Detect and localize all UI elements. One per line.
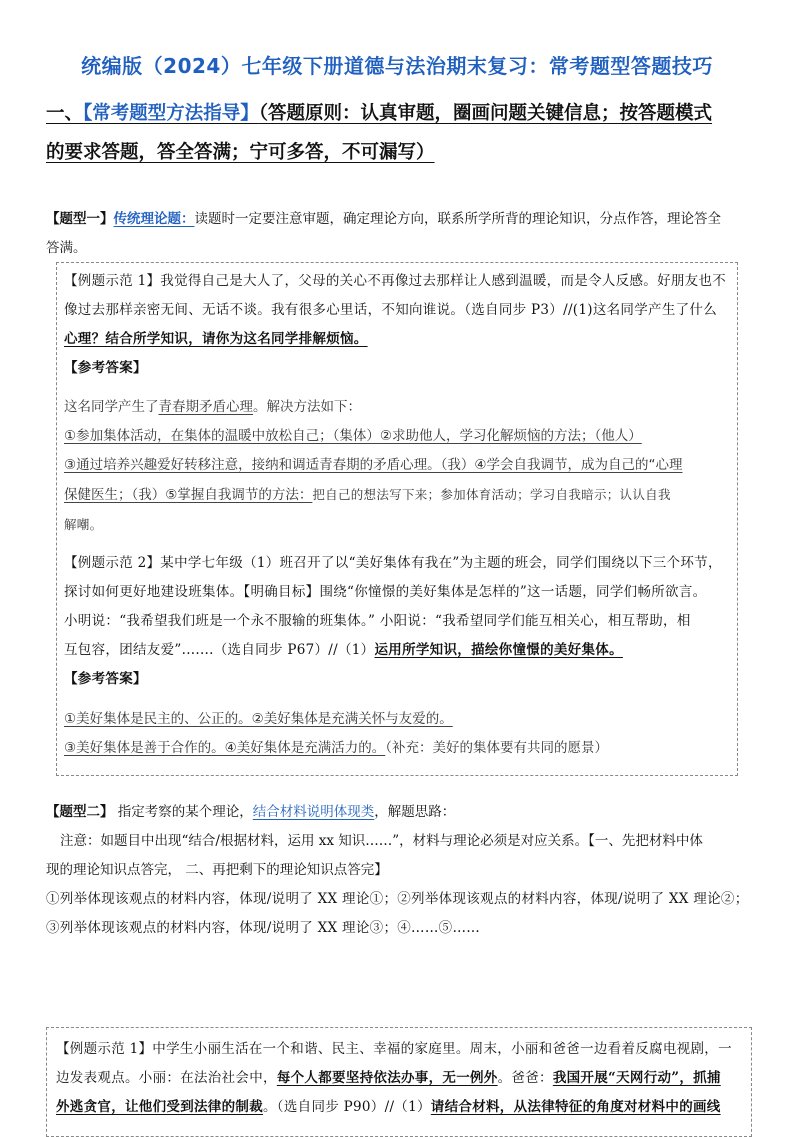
example2-line2: 探讨如何更好地建设班集体。【明确目标】围绕“你憧憬的美好集体是怎样的”这一话题，同学们畅所欲言。 [64, 584, 707, 600]
section-heading [46, 94, 758, 172]
example3-question [56, 1035, 746, 1122]
type2-note-line1: 注意：如题目中出现“结合/根据材料，运用 xx 知识……”，材料与理论必须是对应关系。【一、先把材料中体 [60, 833, 703, 849]
type1-name: 传统理论题： [113, 211, 195, 227]
type2-formula-line1: ①列举体现该观点的材料内容，体现/说明了 XX 理论①；②列举体现该观点的材料内容，体现/说明了 XX 理论②； [46, 891, 749, 907]
type2-note-line2: 现的理论知识点答完， 二、再把剩下的理论知识点答完】 [46, 862, 388, 878]
example2-question [64, 549, 736, 694]
example3-line2-underlined: 每个人都要坚持依法办事，无一例外 [276, 1070, 498, 1086]
section-bracket-title: 【常考题型方法指导】 [83, 103, 259, 124]
example3-line1: 【例题示范 1】中学生小丽生活在一个和谐、民主、幸福的家庭里。周末，小丽和爸爸一边看着反腐电视剧，一 [56, 1041, 732, 1057]
answer-line3-rest: 把自己的想法写下来；参加体育活动；学习自我暗示；认认自我 [312, 487, 671, 502]
example2-line1: 【例题示范 2】某中学七年级（1）班召开了以“美好集体有我在”为主题的班会，同学们围绕以下三个环节， [64, 555, 722, 571]
example1-line3: 心理？结合所学知识，请你为这名同学排解烦恼。 [64, 331, 368, 347]
type1-label: 【题型一】 [46, 211, 114, 227]
type1-desc-line1: 读题时一定要注意审题，确定理论方向，联系所学所背的理论知识，分点作答，理论答全 [194, 211, 721, 227]
answer-line1: ①参加集体活动，在集体的温暖中放松自己；（集体）②求助他人，学习化解烦恼的方法；（他人） [64, 428, 642, 444]
example2-line4-underlined: 运用所学知识，描绘你憧憬的美好集体。 [374, 642, 623, 658]
example2-ref-label: 【参考答案】 [64, 671, 147, 687]
answer-intro-pre: 这名同学产生了 [64, 399, 159, 415]
answer-line4: 解嘲。 [64, 517, 103, 532]
example1-question [64, 267, 736, 383]
answer-intro-key: 青春期矛盾心理 [158, 399, 253, 415]
page-title: 统编版（2024）七年级下册道德与法治期末复习：常考题型答题技巧 [81, 54, 713, 78]
example1-answer [64, 393, 736, 540]
example1-ref-label: 【参考答案】 [64, 360, 147, 376]
type1-paragraph [46, 205, 758, 263]
type2-formula-line2: ③列举体现该观点的材料内容，体现/说明了 XX 理论③；④……⑤…… [46, 920, 481, 936]
example3-line3-mid: 。（选自同步 P90）//（1） [263, 1099, 431, 1115]
example2-line3: 小明说：“我希望我们班是一个永不服输的班集体。” 小阳说：“我希望同学们能互相关心，相互帮助，相 [64, 613, 691, 629]
type1-desc-line2: 答满。 [46, 240, 87, 256]
section-principle-line2: 的要求答题，答全答满；宁可多答，不可漏写） [46, 142, 435, 163]
example3-line2-pre: 边发表观点。小丽：在法治社会中， [56, 1070, 277, 1086]
example3-line2-underlined-2: 我国开展“天网行动”，抓捕 [552, 1070, 721, 1086]
example1-line1: 【例题示范 1】我觉得自己是大人了，父母的关心不再像过去那样让人感到温暖，而是令人反感。好朋友也不 [64, 273, 727, 289]
example2-answer-line1: ①美好集体是民主的、公正的。②美好集体是充满关怀与友爱的。 [64, 711, 453, 727]
example1-line2: 像过去那样亲密无间、无话不谈。我有很多心里话，不知向谁说。（选自同步 P3）//(1)这名同学产生了什么 [64, 302, 718, 318]
answer-intro-post: 。解决方法如下： [253, 399, 361, 415]
example3-line3-underlined-2: 请结合材料，从法律特征的角度对材料中的画线 [430, 1099, 721, 1115]
type2-paragraph [46, 798, 758, 943]
type2-desc-post: ，解题思路： [374, 804, 456, 820]
example2-line4-pre: 互包容，团结友爱”.......（选自同步 P67）//（1） [64, 642, 375, 658]
example3-line3-underlined: 外逃贪官，让他们受到法律的制裁 [56, 1099, 263, 1115]
type2-desc-pre: 指定考察的某个理论， [113, 804, 253, 820]
answer-line3-underlined: 保健医生；（我）⑤掌握自我调节的方法： [64, 487, 313, 503]
type2-label: 【题型二】 [46, 804, 114, 820]
example2-answer-line2: ③美好集体是善于合作的。④美好集体是充满活力的。 [64, 740, 386, 756]
type2-key: 结合材料说明体现类 [252, 804, 375, 820]
example2-answer-supplement: （补充：美好的集体要有共同的愿景） [385, 740, 608, 756]
example2-answer [64, 705, 736, 763]
section-principle-line1: （答题原则：认真审题，圈画问题关键信息；按答题模式 [258, 103, 713, 124]
section-number: 一、 [46, 103, 84, 124]
answer-line2: ③通过培养兴趣爱好转移注意，接纳和调适青春期的矛盾心理。（我）④学会自我调节，成为自己的“心理 [64, 457, 683, 473]
example3-line2-mid: 。爸爸： [497, 1070, 553, 1086]
